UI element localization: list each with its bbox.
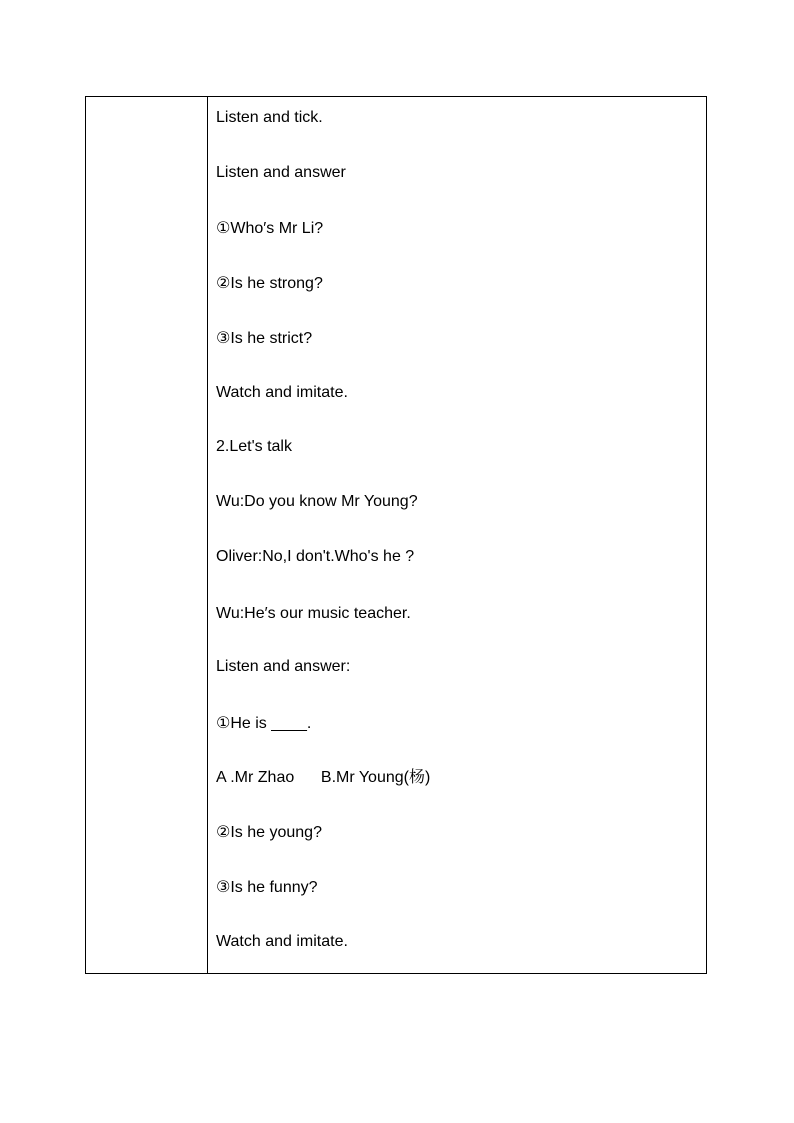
text-line: Watch and imitate. [216,933,348,950]
text-line: ①Who′s Mr Li? [216,220,324,237]
text-line: Watch and imitate. [216,384,348,401]
text-line: ③Is he strict? [216,330,313,347]
text-line: ②Is he strong? [216,275,323,292]
text-line: Listen and answer [216,164,346,181]
text-line: A .Mr Zhao B.Mr Young(杨) [216,769,431,786]
text-line: Oliver:No,I don't.Who's he ? [216,548,415,565]
text-line: ②Is he young? [216,824,322,841]
text-line: 2.Let's talk [216,438,292,455]
lesson-table [85,96,707,974]
text-line: Listen and answer: [216,658,351,675]
text-line: Wu:Do you know Mr Young? [216,493,418,510]
text-line: ③Is he funny? [216,879,318,896]
text-line: ①He is ____. [216,715,312,732]
text-line: Listen and tick. [216,109,323,126]
content-cell [208,97,706,973]
text-line: Wu:He′s our music teacher. [216,605,411,622]
left-cell [86,97,208,973]
